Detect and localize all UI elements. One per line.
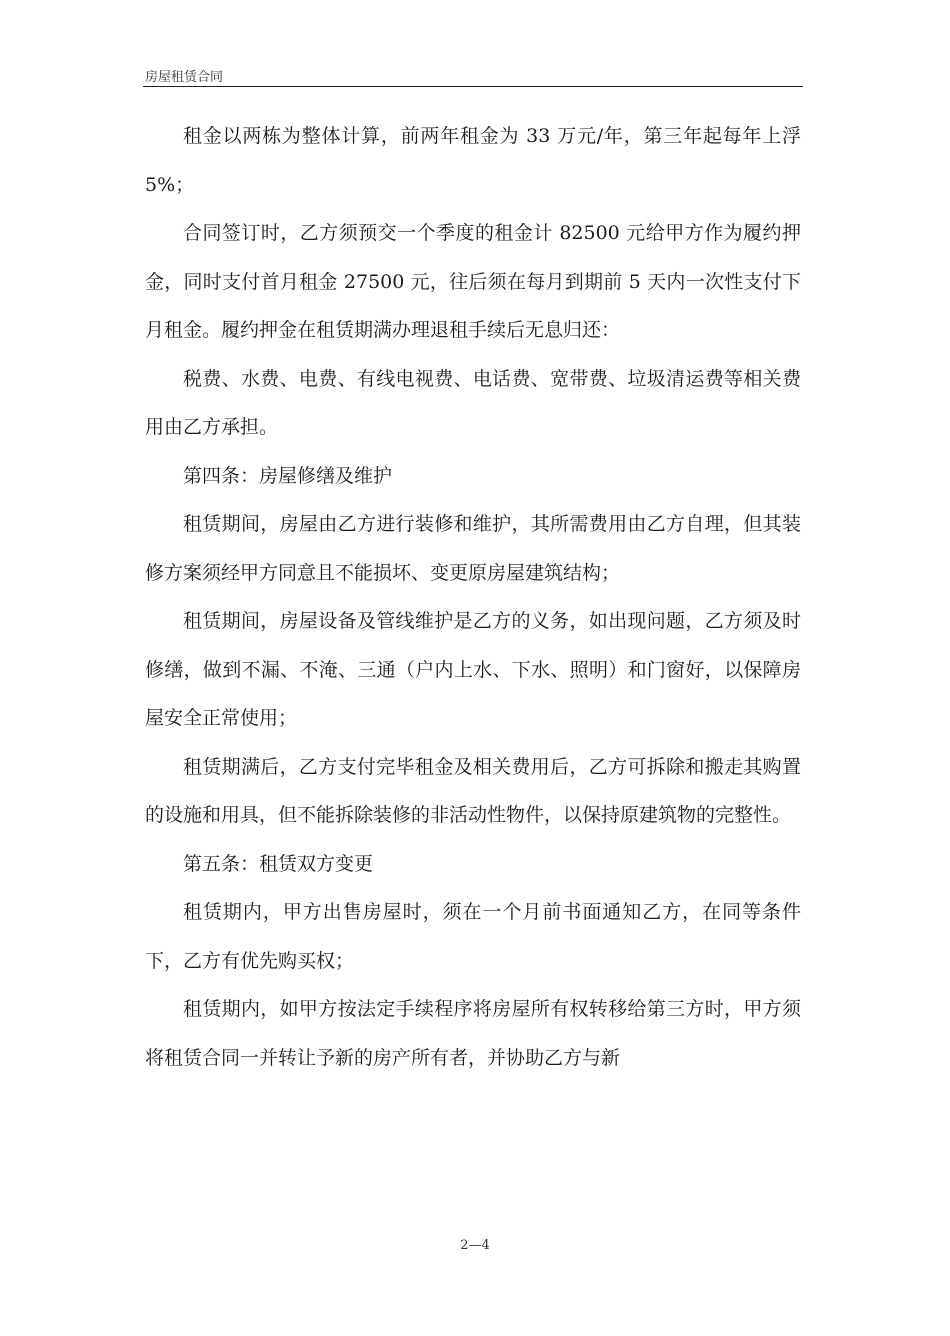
paragraph-ownership-transfer: 租赁期内，如甲方按法定手续程序将房屋所有权转移给第三方时，甲方须将租赁合同一并转让予新的房产所有者，并协助乙方与新 bbox=[145, 998, 801, 1069]
running-header: 房屋租赁合同 bbox=[145, 70, 224, 85]
paragraph-deposit: 合同签订时，乙方须预交一个季度的租金计 82500 元给甲方作为履约押金，同时支付首月租金 27500 元，往后须在每月到期前 5 天内一次性支付下月租金。履约押金在租赁期满办理退租手续后无息归还： bbox=[145, 222, 801, 341]
header-divider bbox=[143, 86, 803, 87]
paragraph-sale-notice: 租赁期内，甲方出售房屋时，须在一个月前书面通知乙方，在同等条件下，乙方有优先购买权； bbox=[145, 901, 801, 972]
section-heading-article-4: 第四条：房屋修缮及维护 bbox=[183, 464, 393, 487]
paragraph-fees: 税费、水费、电费、有线电视费、电话费、宽带费、垃圾清运费等相关费用由乙方承担。 bbox=[145, 367, 801, 438]
page-number: 2—4 bbox=[460, 1238, 490, 1253]
paragraph-maintenance: 租赁期间，房屋设备及管线维护是乙方的义务，如出现问题，乙方须及时修缮，做到不漏、不淹、三通（户内上水、下水、照明）和门窗好，以保障房屋安全正常使用； bbox=[145, 610, 801, 729]
paragraph-renovation: 租赁期间，房屋由乙方进行装修和维护，其所需费用由乙方自理，但其装修方案须经甲方同意且不能损坏、变更原房屋建筑结构； bbox=[145, 513, 801, 584]
section-heading-article-5: 第五条：租赁双方变更 bbox=[183, 852, 374, 875]
paragraph-lease-end: 租赁期满后，乙方支付完毕租金及相关费用后，乙方可拆除和搬走其购置的设施和用具，但不能拆除装修的非活动性物件，以保持原建筑物的完整性。 bbox=[145, 755, 801, 826]
document-body bbox=[145, 112, 801, 1082]
paragraph-rent-calculation: 租金以两栋为整体计算，前两年租金为 33 万元/年，第三年起每年上浮 5%； bbox=[145, 125, 801, 196]
